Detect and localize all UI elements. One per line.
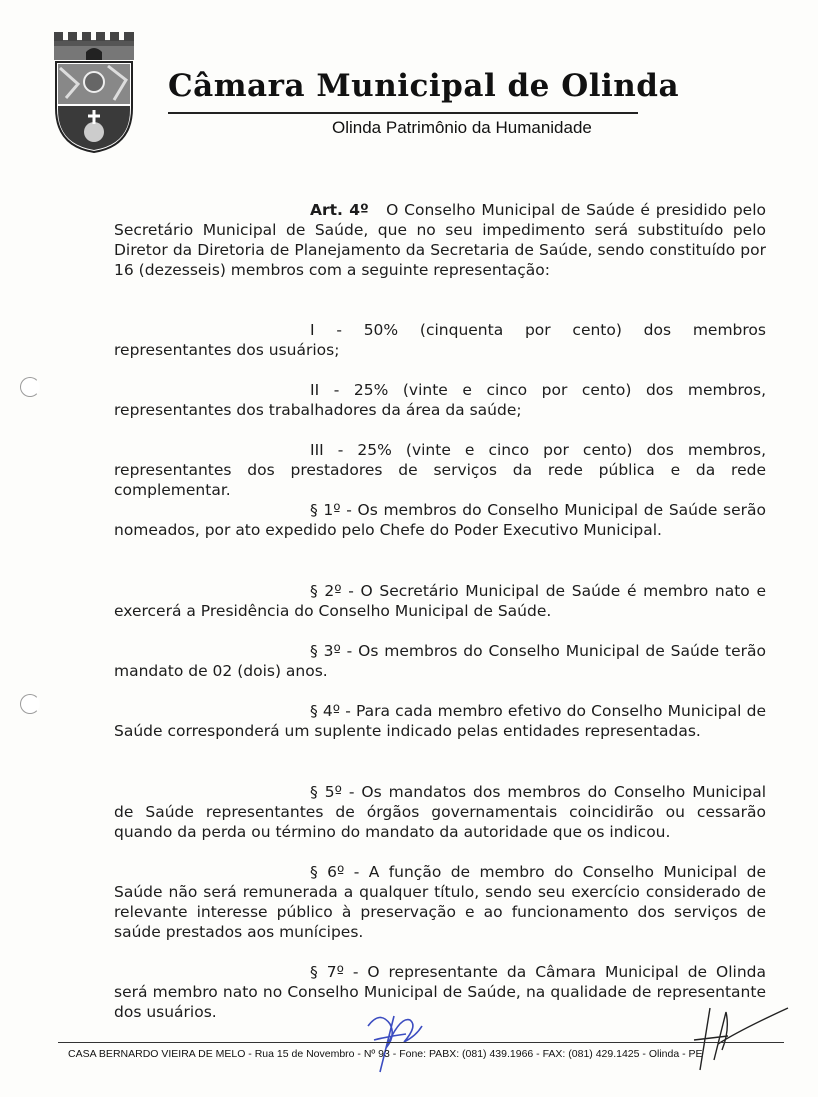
organization-title: Câmara Municipal de Olinda: [168, 68, 680, 104]
item-ii-text: II - 25% (vinte e cinco por cento) dos membros, representantes dos trabalhadores da área da saúde;: [114, 381, 766, 419]
punch-hole: [20, 694, 40, 714]
item-i-text: I - 50% (cinquenta por cento) dos membros representantes dos usuários;: [114, 321, 766, 359]
paragraph-2-text: § 2º - O Secretário Municipal de Saúde é membro nato e exercerá a Presidência do Conselho Municipal de Saúde.: [114, 582, 766, 620]
paragraph-4: [114, 701, 766, 741]
coat-of-arms-logo: [48, 28, 140, 156]
organization-subtitle: Olinda Patrimônio da Humanidade: [332, 118, 592, 137]
initials-signature: [360, 996, 440, 1076]
paragraph-3-text: § 3º - Os membros do Conselho Municipal de Saúde terão mandato de 02 (dois) anos.: [114, 642, 766, 680]
paragraph-7: [114, 962, 766, 1022]
item-i: [114, 320, 766, 360]
punch-hole: [20, 377, 40, 397]
title-divider: [168, 112, 638, 114]
paragraph-5: [114, 782, 766, 842]
article-4-label: Art. 4º: [310, 201, 369, 219]
footer-divider: [58, 1042, 784, 1043]
paragraph-4-text: § 4º - Para cada membro efetivo do Conselho Municipal de Saúde corresponderá um suplente indicado pelas entidades representadas.: [114, 702, 766, 740]
paragraph-1-text: § 1º - Os membros do Conselho Municipal de Saúde serão nomeados, por ato expedido pelo Chefe do Poder Executivo Municipal.: [114, 501, 766, 539]
paragraph-1: [114, 500, 766, 540]
signature: [670, 1000, 790, 1080]
paragraph-6: [114, 862, 766, 942]
paragraph-3: [114, 641, 766, 681]
paragraph-5-text: § 5º - Os mandatos dos membros do Conselho Municipal de Saúde representantes de órgãos governamentais coincidirão ou cessarão quando da perda ou término do mandato da autoridade que os indicou.: [114, 783, 766, 841]
item-iii: [114, 440, 766, 500]
article-4-text: O Conselho Municipal de Saúde é presidido pelo Secretário Municipal de Saúde, que no seu impedimento será substituído pelo Diretor da Diretoria de Planejamento da Secretaria de Saúde, sendo constituído por 16 (dezesseis) membros com a seguinte representação:: [114, 201, 766, 279]
paragraph-7-text: § 7º - O representante da Câmara Municipal de Olinda será membro nato no Conselho Municipal de Saúde, na qualidade de representante dos usuários.: [114, 963, 766, 1021]
item-ii: [114, 380, 766, 420]
paragraph-2: [114, 581, 766, 621]
article-4: [114, 200, 766, 280]
item-iii-text: III - 25% (vinte e cinco por cento) dos membros, representantes dos prestadores de serviços da rede pública e da rede complementar.: [114, 441, 766, 499]
paragraph-6-text: § 6º - A função de membro do Conselho Municipal de Saúde não será remunerada a qualquer título, sendo seu exercício considerado de relevante interesse público à preservação e ao funcionamento dos serviços de saúde prestados aos munícipes.: [114, 863, 766, 941]
footer-address: CASA BERNARDO VIEIRA DE MELO - Rua 15 de Novembro - Nº 93 - Fone: PABX: (081) 439.1966 - FAX: (081) 429.1425 - Olinda - PE: [68, 1048, 703, 1060]
